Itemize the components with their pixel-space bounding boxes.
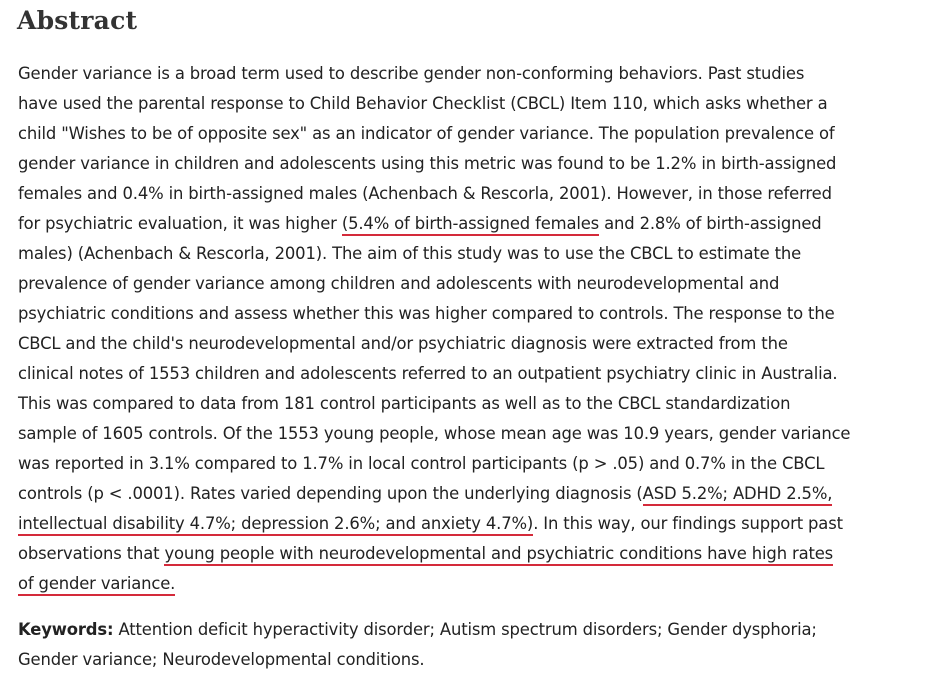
abstract-line xyxy=(18,209,918,239)
abstract-line: psychiatric conditions and assess whether this was higher compared to controls. The response to the xyxy=(18,304,835,323)
highlighted-text: young people with neurodevelopmental and psychiatric conditions have high rates xyxy=(164,544,833,566)
abstract-body xyxy=(18,59,918,599)
abstract-line: clinical notes of 1553 children and adolescents referred to an outpatient psychiatry clinic in Australia. xyxy=(18,364,838,383)
text-segment: observations that xyxy=(18,544,165,563)
abstract-line: CBCL and the child's neurodevelopmental and/or psychiatric diagnosis were extracted from the xyxy=(18,334,788,353)
text-segment: and 2.8% of birth-assigned xyxy=(599,214,822,233)
abstract-line xyxy=(18,539,918,569)
keywords-label: Keywords: xyxy=(18,620,114,639)
abstract-line: This was compared to data from 181 control participants as well as to the CBCL standardization xyxy=(18,394,791,413)
keywords-line xyxy=(18,615,918,645)
abstract-line xyxy=(18,509,918,539)
keywords-section xyxy=(18,615,918,675)
keywords-text: Attention deficit hyperactivity disorder; Autism spectrum disorders; Gender dysphoria; xyxy=(113,620,817,639)
highlighted-text: intellectual disability 4.7%; depression 2.6%; and anxiety 4.7%) xyxy=(18,514,533,536)
abstract-line: child "Wishes to be of opposite sex" as an indicator of gender variance. The population prevalence of xyxy=(18,124,835,143)
abstract-line xyxy=(18,569,918,599)
text-segment: . In this way, our findings support past xyxy=(533,514,843,533)
abstract-line: prevalence of gender variance among children and adolescents with neurodevelopmental and xyxy=(18,274,780,293)
abstract-line: Gender variance is a broad term used to describe gender non-conforming behaviors. Past studies xyxy=(18,64,805,83)
abstract-heading: Abstract xyxy=(17,6,138,35)
text-segment: controls (p < .0001). Rates varied depending upon the underlying diagnosis ( xyxy=(18,484,643,503)
abstract-line: females and 0.4% in birth-assigned males (Achenbach & Rescorla, 2001). However, in those referred xyxy=(18,184,832,203)
abstract-line: have used the parental response to Child Behavior Checklist (CBCL) Item 110, which asks whether a xyxy=(18,94,828,113)
text-segment: for psychiatric evaluation, it was higher xyxy=(18,214,342,233)
abstract-line: males) (Achenbach & Rescorla, 2001). The aim of this study was to use the CBCL to estimate the xyxy=(18,244,802,263)
abstract-line: was reported in 3.1% compared to 1.7% in local control participants (p > .05) and 0.7% in the CBCL xyxy=(18,454,825,473)
highlighted-text: ASD 5.2%; ADHD 2.5%, xyxy=(643,484,833,506)
keywords-line: Gender variance; Neurodevelopmental conditions. xyxy=(18,650,425,669)
abstract-line: gender variance in children and adolescents using this metric was found to be 1.2% in birth-assigned xyxy=(18,154,837,173)
abstract-line: sample of 1605 controls. Of the 1553 young people, whose mean age was 10.9 years, gender variance xyxy=(18,424,851,443)
highlighted-text: (5.4% of birth-assigned females xyxy=(342,214,599,236)
highlighted-text: of gender variance. xyxy=(18,574,175,596)
abstract-line xyxy=(18,479,918,509)
